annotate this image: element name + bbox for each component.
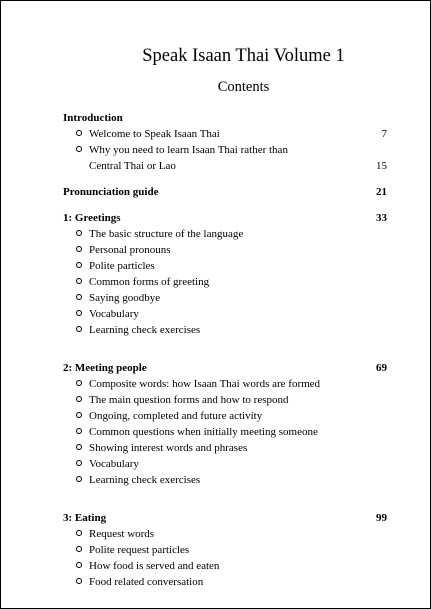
hollow-circle-bullet-icon <box>76 562 82 568</box>
hollow-circle-bullet-icon <box>76 278 82 284</box>
toc-item <box>63 408 393 424</box>
hollow-circle-bullet-icon <box>76 246 82 252</box>
toc-item <box>63 456 393 472</box>
toc-item <box>63 574 393 590</box>
toc-item-text: Common forms of greeting <box>89 276 210 288</box>
toc-item <box>63 290 393 306</box>
toc-item-text: Composite words: how Isaan Thai words are formed <box>89 378 321 390</box>
toc-section <box>63 510 393 590</box>
toc-section-page-number: 69 <box>376 362 387 374</box>
toc-item-text: Ongoing, completed and future activity <box>89 410 263 422</box>
toc-item <box>63 424 393 440</box>
toc-section <box>63 360 393 488</box>
hollow-circle-bullet-icon <box>76 262 82 268</box>
hollow-circle-bullet-icon <box>76 294 82 300</box>
toc-item-list <box>63 126 393 174</box>
toc-item-text: Learning check exercises <box>89 324 201 336</box>
toc-item <box>63 306 393 322</box>
toc-item-text: Central Thai or Lao <box>89 160 176 172</box>
toc-item <box>63 226 393 242</box>
toc-section-heading: Introduction <box>63 112 123 124</box>
hollow-circle-bullet-icon <box>76 310 82 316</box>
toc-item-page-number: 7 <box>381 128 387 140</box>
toc-item <box>63 142 393 174</box>
hollow-circle-bullet-icon <box>76 396 82 402</box>
toc-item-list <box>63 226 393 338</box>
toc-section-heading-row <box>63 184 393 200</box>
toc-item <box>63 392 393 408</box>
hollow-circle-bullet-icon <box>76 578 82 584</box>
toc-item-text: Showing interest words and phrases <box>89 442 248 454</box>
toc-item-text: Why you need to learn Isaan Thai rather than <box>89 144 288 156</box>
table-of-contents <box>63 100 393 590</box>
toc-item-list <box>63 376 393 488</box>
hollow-circle-bullet-icon <box>76 230 82 236</box>
toc-item <box>63 472 393 488</box>
toc-section-heading: Pronunciation guide <box>63 186 159 198</box>
contents-heading: Contents <box>217 79 270 95</box>
toc-item-text: Request words <box>89 528 155 540</box>
toc-item-text: The basic structure of the language <box>89 228 244 240</box>
hollow-circle-bullet-icon <box>76 428 82 434</box>
toc-item-text: Learning check exercises <box>89 474 201 486</box>
toc-item-text: The main question forms and how to respond <box>89 394 289 406</box>
toc-item <box>63 258 393 274</box>
toc-section-page-number: 21 <box>376 186 387 198</box>
hollow-circle-bullet-icon <box>76 326 82 332</box>
toc-section-heading-row <box>63 110 393 126</box>
toc-item-text: Polite request particles <box>89 544 190 556</box>
toc-section <box>63 110 393 174</box>
toc-section <box>63 184 393 200</box>
hollow-circle-bullet-icon <box>76 476 82 482</box>
toc-item <box>63 126 393 142</box>
toc-item-text: Polite particles <box>89 260 155 272</box>
toc-item <box>63 376 393 392</box>
hollow-circle-bullet-icon <box>76 412 82 418</box>
toc-section-heading-row <box>63 360 393 376</box>
toc-section <box>63 210 393 338</box>
hollow-circle-bullet-icon <box>76 460 82 466</box>
toc-item <box>63 558 393 574</box>
toc-section-page-number: 33 <box>376 212 387 224</box>
toc-item-page-number: 15 <box>376 160 387 172</box>
toc-item <box>63 242 393 258</box>
hollow-circle-bullet-icon <box>76 444 82 450</box>
toc-item <box>63 526 393 542</box>
hollow-circle-bullet-icon <box>76 130 82 136</box>
hollow-circle-bullet-icon <box>76 380 82 386</box>
toc-item-list <box>63 526 393 590</box>
toc-item-text: How food is served and eaten <box>89 560 220 572</box>
toc-section-page-number: 99 <box>376 512 387 524</box>
toc-item <box>63 440 393 456</box>
toc-item <box>63 274 393 290</box>
toc-section-heading: 1: Greetings <box>63 212 121 224</box>
toc-item-text: Food related conversation <box>89 576 204 588</box>
toc-item-text: Vocabulary <box>89 308 139 320</box>
toc-item <box>63 322 393 338</box>
hollow-circle-bullet-icon <box>76 146 82 152</box>
toc-section-heading-row <box>63 210 393 226</box>
book-title: Speak Isaan Thai Volume 1 <box>142 46 345 66</box>
toc-item-text: Common questions when initially meeting someone <box>89 426 318 438</box>
toc-item <box>63 542 393 558</box>
toc-section-heading: 3: Eating <box>63 512 107 524</box>
hollow-circle-bullet-icon <box>76 530 82 536</box>
toc-section-heading-row <box>63 510 393 526</box>
toc-item-text: Saying goodbye <box>89 292 161 304</box>
toc-item-text: Personal pronouns <box>89 244 171 256</box>
hollow-circle-bullet-icon <box>76 546 82 552</box>
toc-item-text: Welcome to Speak Isaan Thai <box>89 128 220 140</box>
toc-item-text: Vocabulary <box>89 458 139 470</box>
toc-section-heading: 2: Meeting people <box>63 362 147 374</box>
